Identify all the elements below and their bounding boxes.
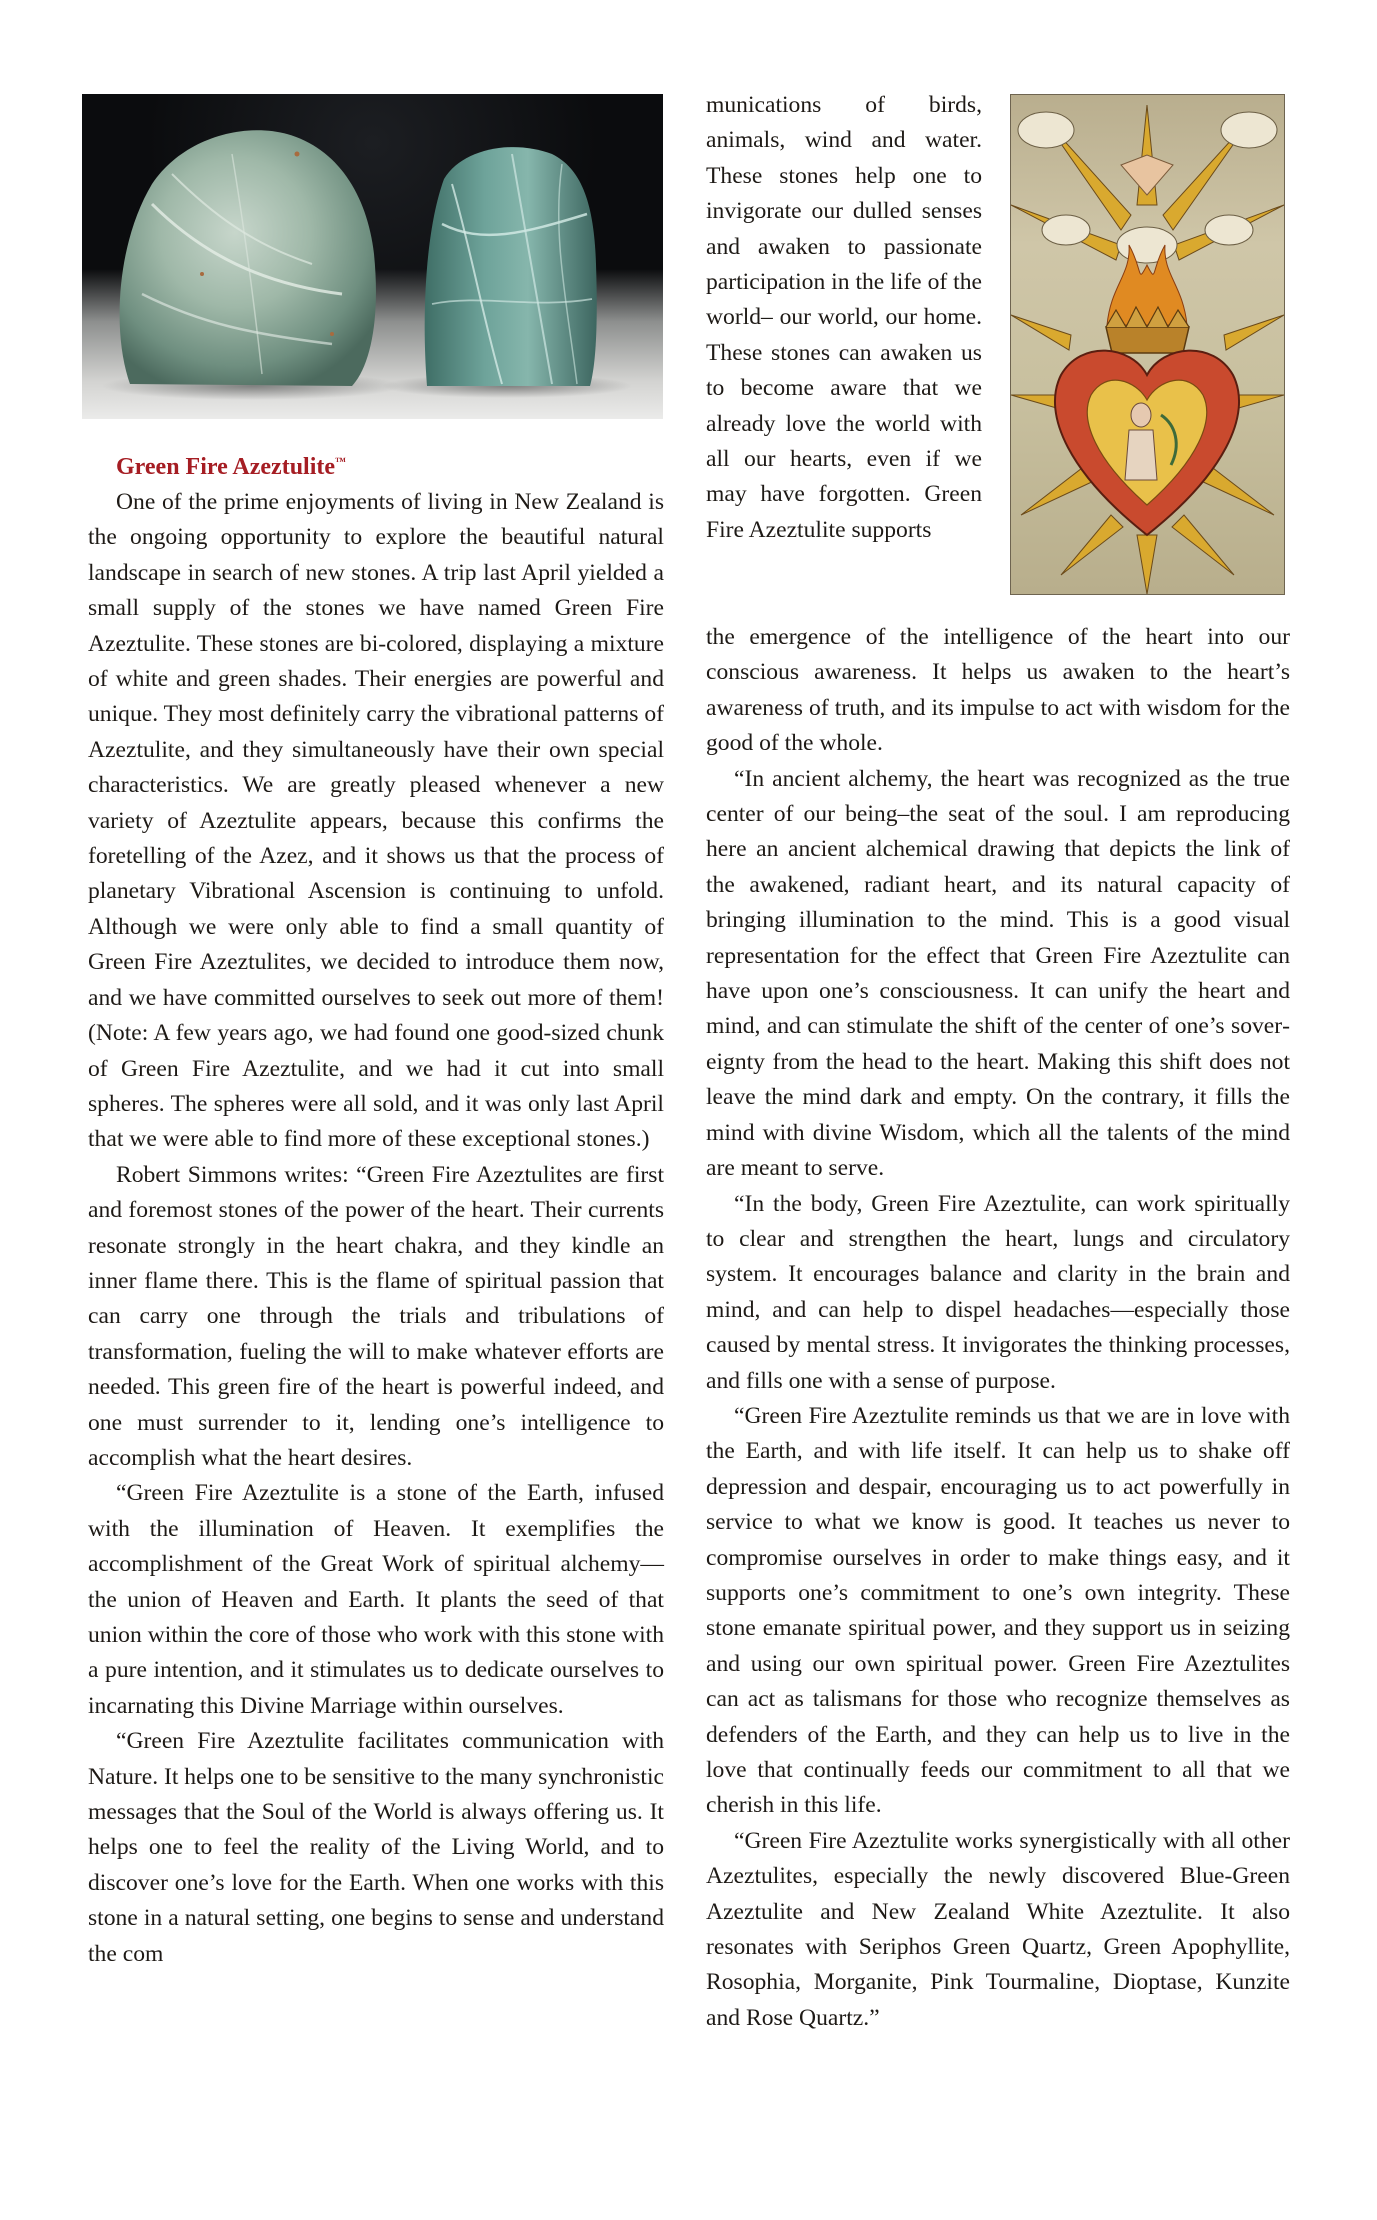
paragraph: “Green Fire Azeztulite facilitates communication with Nature. It helps one to be sensitive to the many synchronistic messages that the Soul of the World is always offering us. It helps one to feel the reality of the Living World, and to discover one’s love for the Earth. When one works with this stone in a natural setting, one begins to sense and understand the com bbox=[88, 1728, 664, 1967]
paragraph: Robert Simmons writes: “Green Fire Azeztulites are first and foremost stones of the power of the heart. Their currents resonate strongly in the heart chakra, and they kindle an inner flame there. This is the flame of spiritual passion that can carry one through the trials and tribulations of transformation, fueling the will to make whatever efforts are needed. This green fire of the heart is powerful indeed, and one must surrender to it, lending one’s intelligence to accomplish what the heart desires. bbox=[88, 1161, 664, 1471]
green-fire-azeztulite-photo bbox=[82, 94, 663, 419]
paragraph: “In the body, Green Fire Azeztulite, can work spiritually to clear and strengthen the heart, lungs and circulatory system. It encourages balance and clarity in the brain and mind, and can help to dispel headaches—especially those caused by mental stress. It invigorates the thinking processes, and fills one with a sense of purpose. bbox=[706, 1190, 1290, 1394]
paragraph: the emergence of the intelligence of the heart into our conscious awareness. It helps us awaken to the heart’s awareness of truth, and its impulse to act with wisdom for the good of the whole. bbox=[706, 624, 1290, 757]
paragraph: “Green Fire Azeztulite is a stone of the Earth, infused with the illumination of Heaven. It exemplifies the accomplishment of the Great Work of spiritual alchemy—the union of Heaven and Earth. It plants the seed of that union within the core of those who work with this stone with a pure intention, and it stimulates us to dedicate ourselves to incarnating this Divine Marriage within ourselves. bbox=[88, 1480, 664, 1719]
article-text-right-column bbox=[706, 620, 1290, 2036]
paragraph: “Green Fire Azeztulite works synergistically with all other Azeztulites, especially the newly discovered Blue-Green Azeztulite and New Zealand White Azeztulite. It also resonates with Seriphos Green Quartz, Green Apophyllite, Rosophia, Morganite, Pink Tourmaline, Dioptase, Kunzite and Rose Quartz.” bbox=[706, 1827, 1290, 2031]
paragraph: munications of birds, animals, wind and water. These stones help one to invigorate our dulled senses and awaken to passionate participation in the life of the world– our world, our home. These stones can awaken us to become aware that we already love the world with all our hearts, even if we may have forgotten. Green Fire Azeztulite supports bbox=[706, 92, 982, 543]
paragraph: “Green Fire Azeztulite reminds us that we are in love with the Earth, and with life itself. It can help us to shake off depression and despair, encouraging us to act powerfully in service to what we know is good. It teaches us never to compromise ourselves in order to make things easy, and it supports one’s commitment to one’s own integrity. These stone emanate spiritual power, and they support us in seizing and using our own spiritual power. Green Fire Azeztulites can act as talismans for those who recognize themselves as defenders of the Earth, and they can help us to live in the love that continually feeds our commitment to all that we cherish in this life. bbox=[706, 1402, 1290, 1819]
article-text-left-column bbox=[88, 445, 664, 1972]
alchemical-heart-illustration bbox=[1010, 94, 1285, 595]
trademark-symbol: ™ bbox=[335, 456, 347, 468]
article-heading bbox=[116, 445, 664, 485]
article-title: Green Fire Azeztulite bbox=[116, 454, 336, 480]
paragraph: One of the prime enjoyments of living in New Zealand is the ongoing opportunity to explore the beautiful natural landscape in search of new stones. A trip last April yielded a small supply of the stones we have named Green Fire Azeztulite. These stones are bi-colored, displaying a mixture of white and green shades. Their energies are powerful and unique. They most definitely carry the vibrational patterns of Azeztulite, and they simultaneously have their own special characteristics. We are greatly pleased whenever a new variety of Azeztulite appears, because this confirms the foretelling of the Azez, and it shows us that the process of planetary Vibrational Ascension is continuing to unfold. Although we were only able to find a small quantity of Green Fire Azeztulites, we decided to introduce them now, and we have committed ourselves to seek out more of them! (Note: A few years ago, we had found one good-sized chunk of Green Fire Azeztulite, and we had it cut into small spheres. The spheres were all sold, and it was only last April that we were able to find more of these exceptional stones.) bbox=[88, 489, 664, 1153]
paragraph: “In ancient alchemy, the heart was recognized as the true center of our being–the seat of the soul. I am reproducing here an ancient alchemical drawing that depicts the link of the awakened, radiant heart, and its natural capacity of bringing illumination to the mind. This is a good visual representation for the effect that Green Fire Azeztulite can have upon one’s consciousness. It can unify the heart and mind, and can stimulate the shift of the center of one’s sovereignty from the head to the heart. Making this shift does not leave the mind dark and empty. On the contrary, it fills the mind with divine Wisdom, which all the talents of the mind are meant to serve. bbox=[706, 765, 1290, 1182]
article-text-right-narrow bbox=[706, 88, 982, 548]
